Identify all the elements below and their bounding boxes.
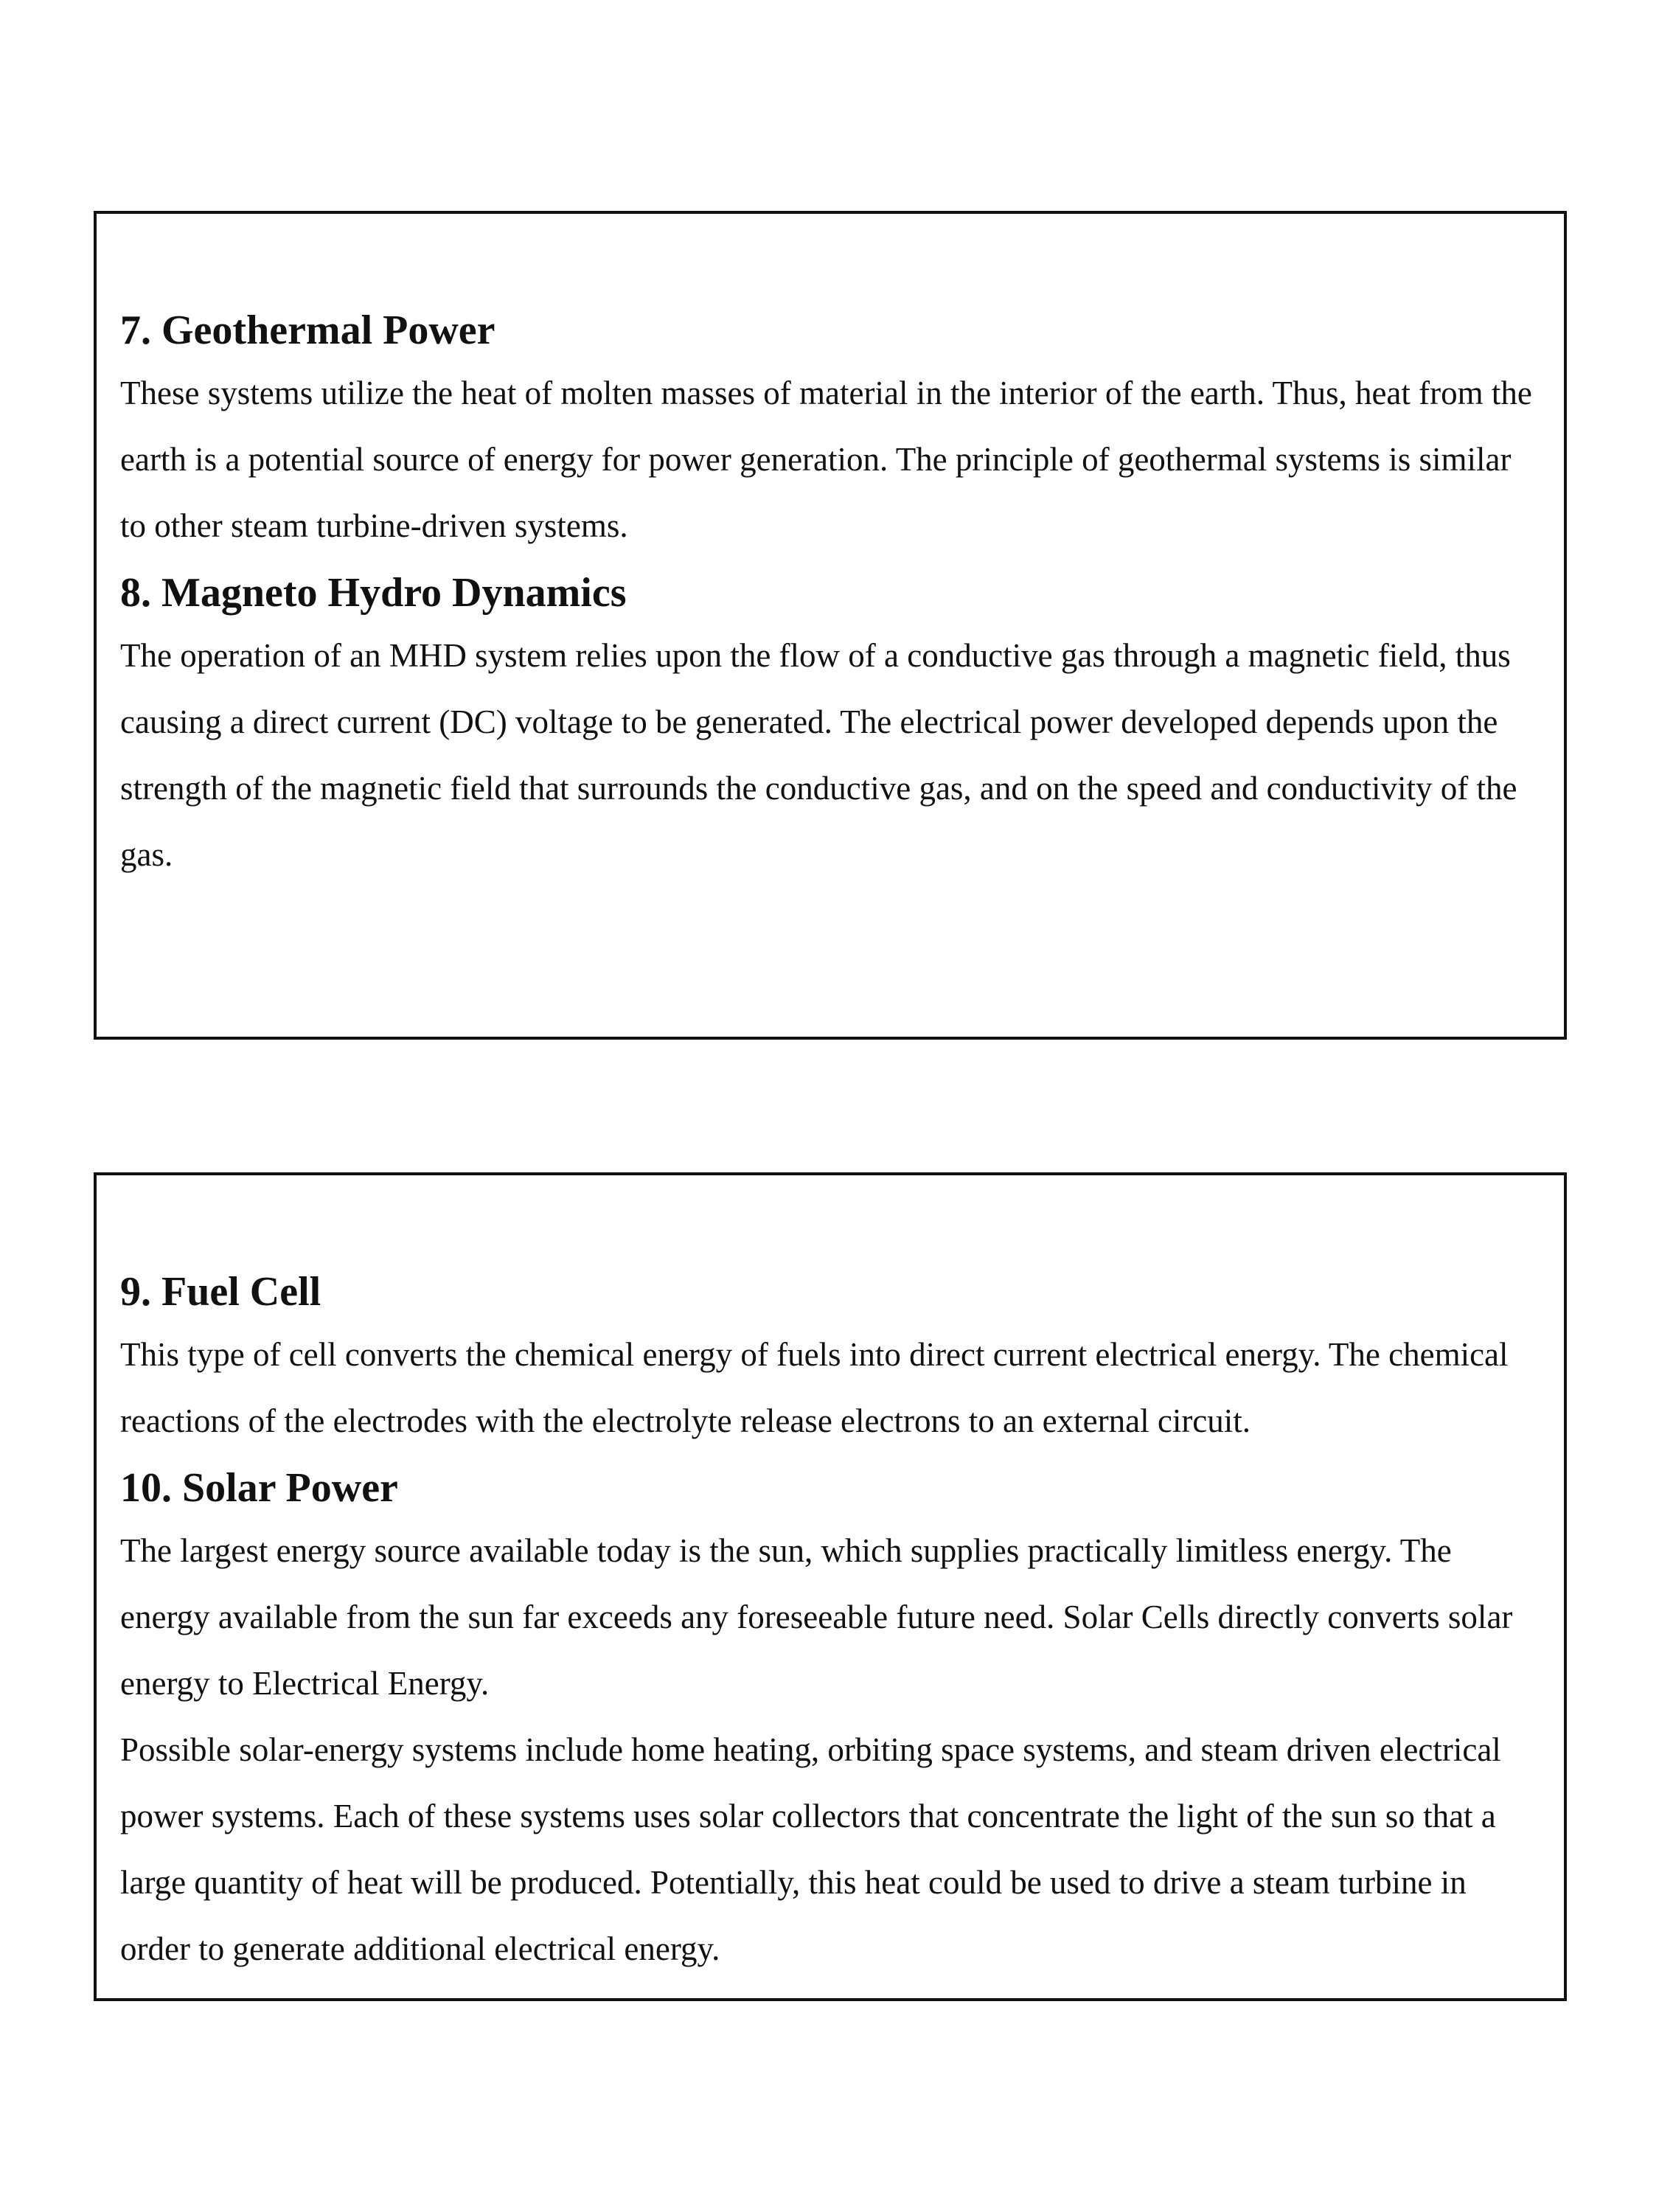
section-paragraph: The operation of an MHD system relies upon the flow of a conductive gas through a magnetic field, thus causing a direct current (DC) voltage to be generated. The electrical power developed depends upon the strength of the magnetic field that surrounds the conductive gas, and on the speed and conductivity of the gas. [120,637,1517,873]
section-solar-power [120,1458,1540,1982]
content-box-1 [94,211,1567,1040]
section-heading: 9. Fuel Cell [120,1269,321,1315]
section-paragraph: The largest energy source available today is the sun, which supplies practically limitless energy. The energy available from the sun far exceeds any foreseeable future need. Solar Cells directly converts solar energy to Electrical Energy. [120,1532,1513,1702]
section-paragraph: These systems utilize the heat of molten masses of material in the interior of the earth. Thus, heat from the earth is a potential source of energy for power generation. The principle of geothermal systems is similar to other steam turbine-driven systems. [120,375,1532,544]
content-box-2 [94,1172,1567,2001]
section-heading: 7. Geothermal Power [120,307,495,353]
section-paragraph: Possible solar-energy systems include home heating, orbiting space systems, and steam driven electrical power systems. Each of these systems uses solar collectors that concentrate the light of the sun so that a large quantity of heat will be produced. Potentially, this heat could be used to drive a steam turbine in order to generate additional electrical energy. [120,1731,1501,1967]
section-heading: 8. Magneto Hydro Dynamics [120,570,627,616]
section-heading: 10. Solar Power [120,1465,398,1511]
section-magneto-hydro-dynamics [120,563,1540,888]
section-fuel-cell [120,1262,1540,1454]
section-geothermal-power [120,301,1540,559]
section-paragraph: This type of cell converts the chemical energy of fuels into direct current electrical energy. The chemical reactions of the electrodes with the electrolyte release electrons to an external circuit. [120,1336,1509,1439]
